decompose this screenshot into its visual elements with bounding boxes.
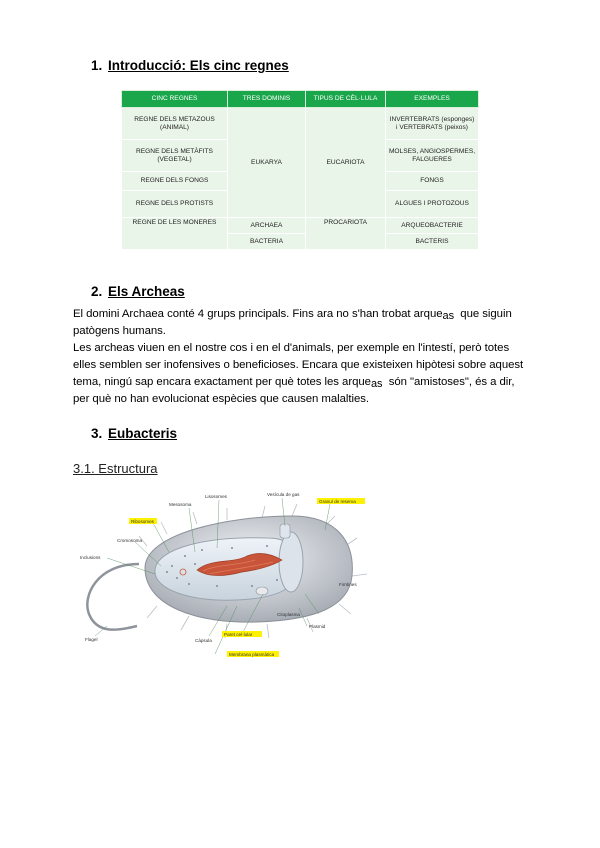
gas-vesicle-shape bbox=[280, 524, 290, 538]
table-header: EXEMPLES bbox=[386, 91, 479, 108]
table-cell: EUCARIOTA bbox=[306, 108, 386, 218]
label-cromosoma: Cromosoma bbox=[117, 538, 143, 543]
text-run: as bbox=[370, 378, 383, 390]
paragraph bbox=[73, 306, 533, 340]
label-flagel: Flagel bbox=[85, 637, 98, 642]
section-2-number: 2. bbox=[91, 284, 103, 299]
inclusion-shape bbox=[256, 587, 268, 595]
kingdoms-table bbox=[121, 90, 479, 250]
label-membrana-plasmatica: Membrana plasmàtica bbox=[229, 652, 275, 657]
paragraph bbox=[73, 340, 533, 408]
section-2-heading bbox=[91, 284, 185, 299]
text-run: as bbox=[442, 310, 455, 322]
table-row bbox=[122, 218, 479, 234]
label-mesosoma: Mesosoma bbox=[169, 502, 192, 507]
label-lisosomes: Lisosomes bbox=[205, 494, 227, 499]
text-run: El domini Archaea conté 4 grups principals. Fins ara no s'han trobat arque bbox=[73, 308, 443, 320]
table-cell: REGNE DELS METÀFITS (VEGETAL) bbox=[122, 140, 228, 172]
table-cell: ARQUEOBACTERIE bbox=[386, 218, 479, 234]
flagellum-shape bbox=[87, 564, 139, 630]
subsection-title: 3.1. Estructura bbox=[73, 461, 158, 476]
label-vesicula-de-gas: Vesícula de gas bbox=[267, 492, 300, 497]
table-cell: EUKARYA bbox=[228, 108, 306, 218]
section-3-heading bbox=[91, 426, 177, 441]
archeas-text bbox=[73, 306, 533, 408]
section-2-title: Els Archeas bbox=[108, 284, 185, 299]
bacterium-diagram bbox=[77, 486, 377, 666]
table-cell: MOLSES, ANGIOSPERMES, FALGUERES bbox=[386, 140, 479, 172]
table-header: TIPUS DE CÈL·LULA bbox=[306, 91, 386, 108]
label-ribosomes: Ribosomes bbox=[131, 519, 154, 524]
text-run: són "amistoses", és a dir, per què no han evolucionat espècies que causen malalties. bbox=[73, 376, 518, 405]
table-cell: PROCARIOTA bbox=[306, 218, 386, 250]
table-cell: INVERTEBRATS (esponges) i VERTEBRATS (peixos) bbox=[386, 108, 479, 140]
section-3-title: Eubacteris bbox=[108, 426, 178, 441]
section-1-number: 1. bbox=[91, 58, 103, 73]
table-cell: REGNE DELS METAZOUS (ANIMAL) bbox=[122, 108, 228, 140]
table-cell: FONGS bbox=[386, 172, 479, 191]
table-cell: REGNE DE LES MONERES bbox=[122, 218, 228, 250]
label-granul-de-reserva: Granul de reserva bbox=[319, 499, 356, 504]
table-cell: BACTERIA bbox=[228, 234, 306, 250]
table-cell: REGNE DELS PROTISTS bbox=[122, 191, 228, 218]
section-3-number: 3. bbox=[91, 426, 103, 441]
table-header: CINC REGNES bbox=[122, 91, 228, 108]
text-run: que siguin patògens humans. bbox=[73, 308, 515, 337]
table-cell: REGNE DELS FONGS bbox=[122, 172, 228, 191]
label-fimbries: Fimbries bbox=[339, 582, 357, 587]
table-cell: BACTERIS bbox=[386, 234, 479, 250]
label-capsula: Càpsula bbox=[195, 638, 212, 643]
text-run: Les archeas viuen en el nostre cos i en el d'animals, per exemple en l'intestí, però totes elles semblen ser inofensives o beneficioses. Encara que existeixen hipòtesi sobre aquest tema, ningú sap encara exactament per què totes les arque bbox=[73, 342, 524, 388]
cell-wall-section bbox=[279, 532, 303, 592]
table-cell: ALGUES I PROTOZOUS bbox=[386, 191, 479, 218]
section-1-heading bbox=[91, 58, 289, 73]
table-header: TRES DOMINIS bbox=[228, 91, 306, 108]
table-cell: ARCHAEA bbox=[228, 218, 306, 234]
label-citoplasma: Citoplasma bbox=[277, 612, 300, 617]
label-paret-cellular: Paret cel·lular bbox=[224, 632, 253, 637]
label-inclusions: Inclusions bbox=[80, 555, 101, 560]
table-row bbox=[122, 108, 479, 140]
table-header-row bbox=[122, 91, 479, 108]
section-1-title: Introducció: Els cinc regnes bbox=[108, 58, 289, 73]
label-plasmid: Plasmid bbox=[309, 624, 326, 629]
